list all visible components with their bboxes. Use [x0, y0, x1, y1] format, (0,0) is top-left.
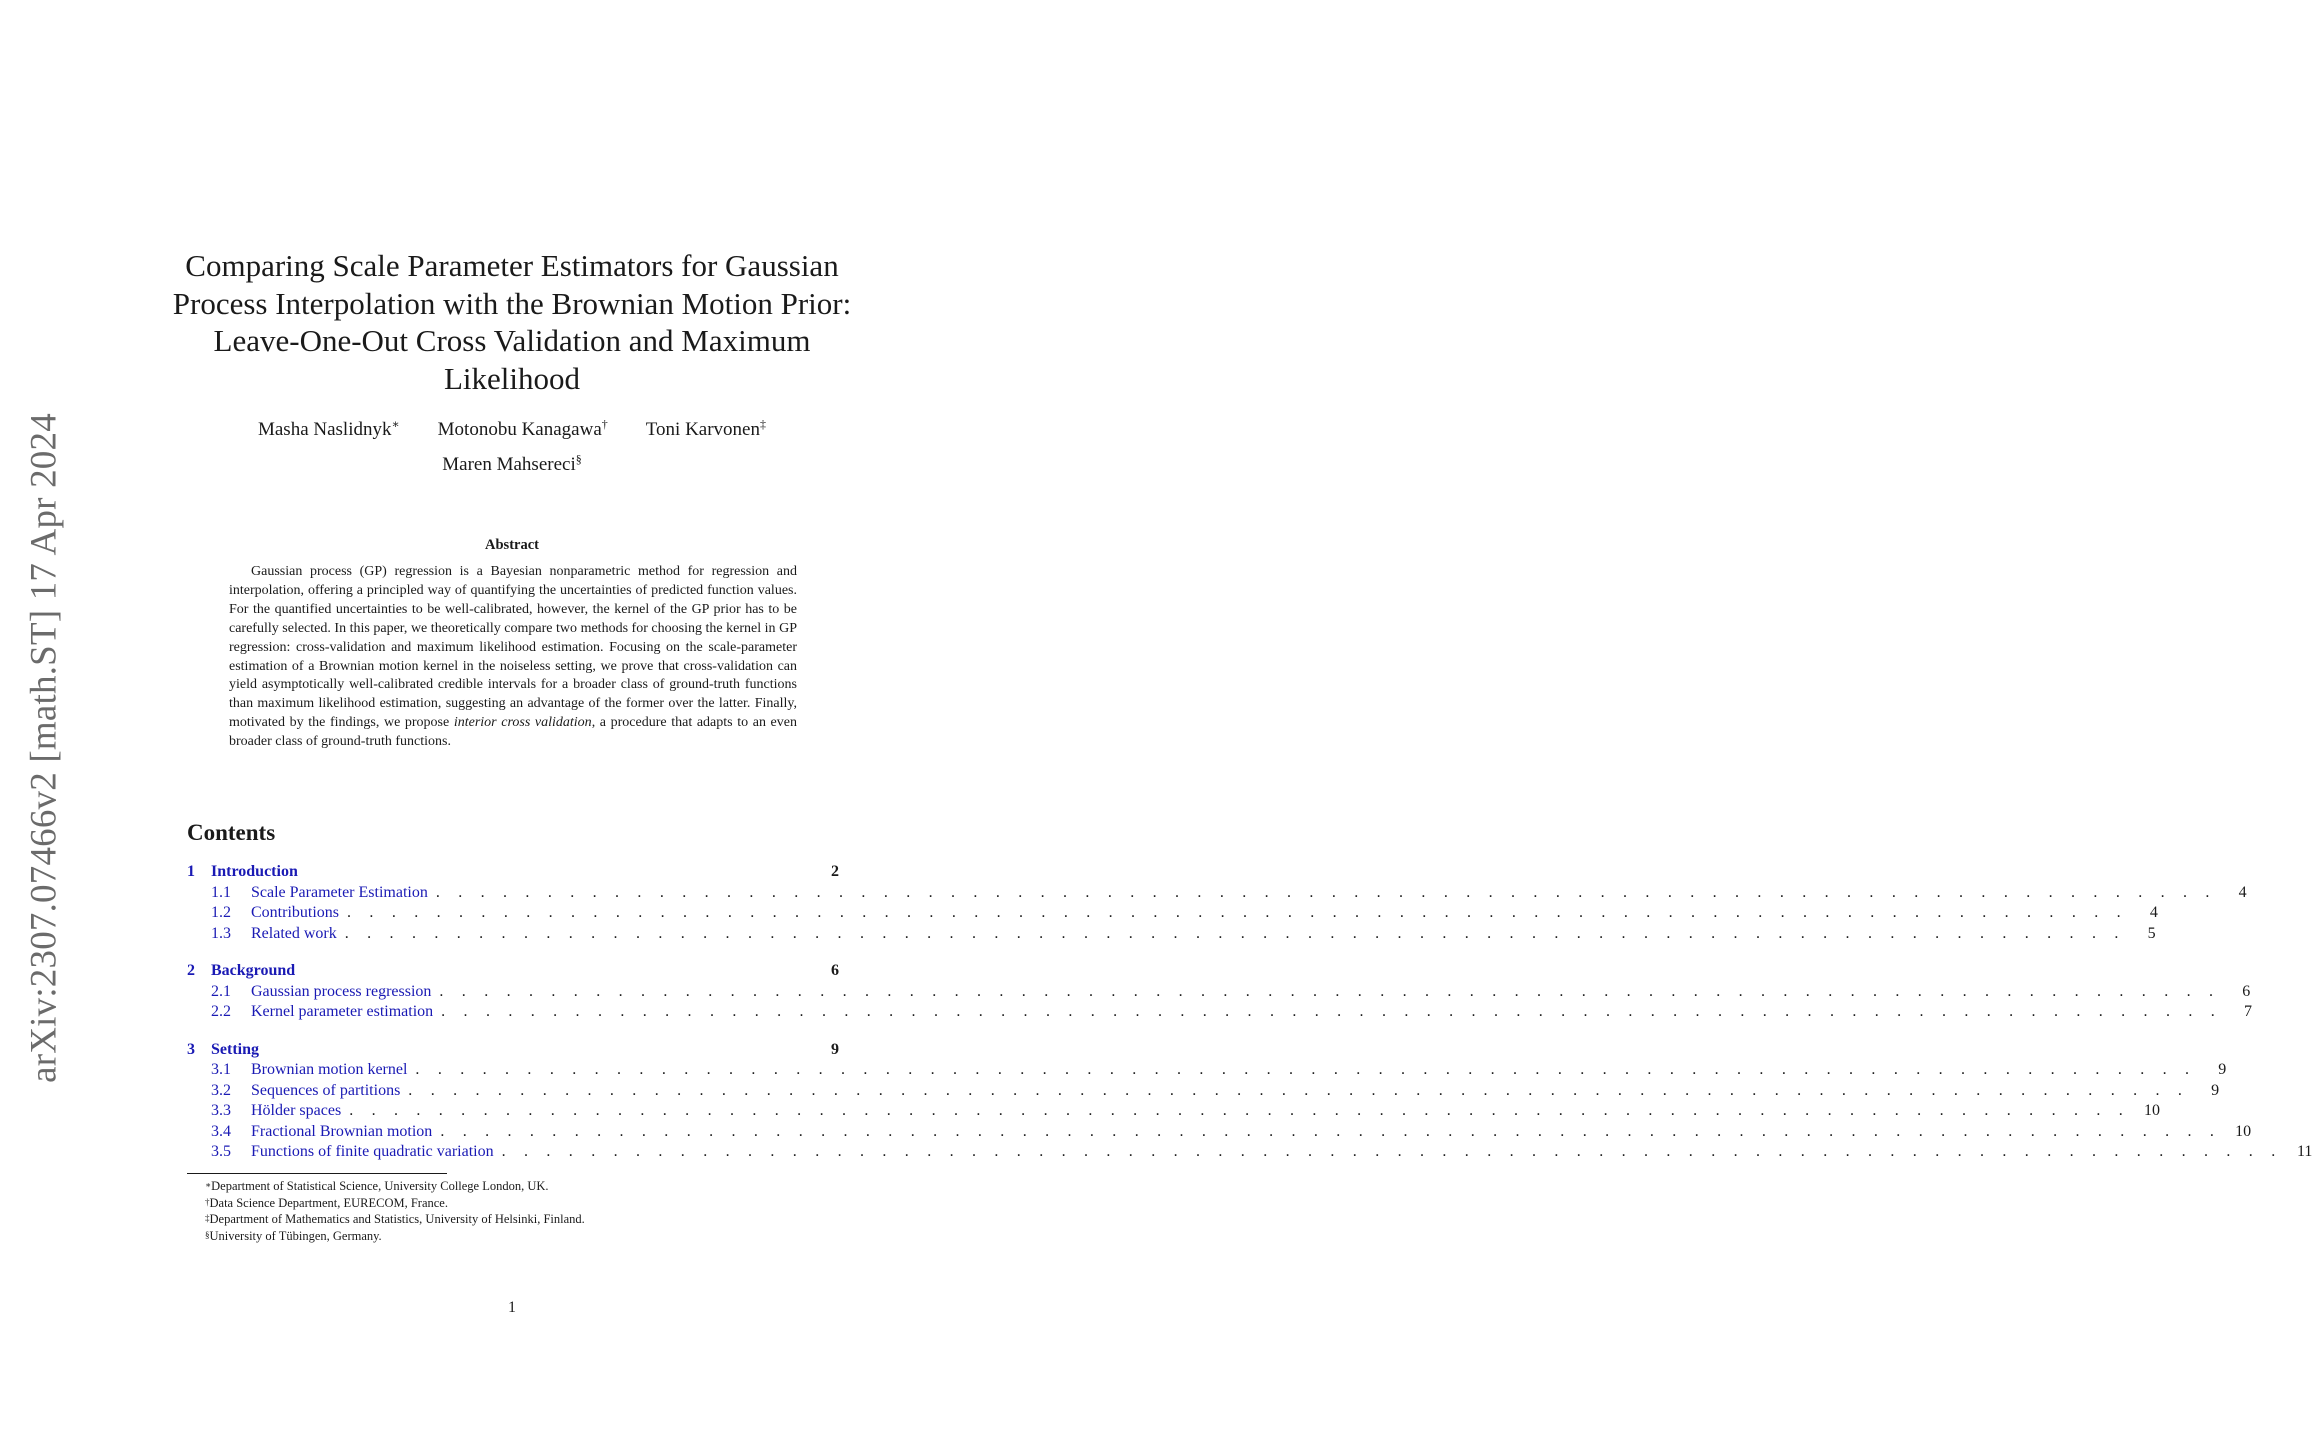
author-footnote-mark: ‡ [760, 417, 766, 431]
toc-section-3[interactable] [187, 1040, 839, 1061]
toc-page-number: 4 [2149, 904, 2158, 921]
toc-page-number: 10 [2144, 1102, 2160, 1119]
toc-subsection-number[interactable]: 3.2 [211, 1081, 231, 1099]
footnotes [205, 1178, 585, 1244]
footnote [205, 1195, 585, 1212]
toc-subsection-link[interactable]: Functions of finite quadratic variation [251, 1143, 494, 1160]
paper-title [150, 247, 874, 397]
author-footnote-mark: ∗ [391, 417, 400, 431]
toc-dot-leader: . . . . . . . . . . . . . . . . . . . . . . . . . . . . . . . . . . . . . . . . . . . . . . . . . . . . . . . . . . . . . . . . . . . . . . . . . . . . . . . . [435, 883, 2217, 901]
footnote-mark: ∗ [205, 1180, 212, 1190]
toc-subsection-link[interactable]: Contributions [251, 904, 340, 921]
title-line: Likelihood [443, 360, 581, 396]
author-list-second-row [150, 454, 874, 476]
toc-subsection-1.1[interactable] [187, 883, 2247, 904]
footnote-mark: † [205, 1196, 210, 1207]
toc-subsection-link[interactable]: Scale Parameter Estimation [251, 883, 428, 901]
abstract-text-part: Gaussian process (GP) regression is a Bayesian nonparametric method for regression and interpolation, offering a principled way of quantifying the uncertainties of predicted function values. For the quantified uncertainties to be well-calibrated, however, the kernel of the GP prior has to be carefully selected. In this paper, we theoretically compare two methods for choosing the kernel in GP regression: cross-validation and maximum likelihood estimation. Focusing on the scale-parameter estimation of a Brownian motion kernel in the noiseless setting, we prove that cross-validation can yield asymptotically well-calibrated credible intervals for a broader class of ground-truth functions than maximum likelihood estimation, suggesting an advantage of the former over the latter. Finally, motivated by the findings, we propose [229, 564, 797, 731]
toc-subsection-number[interactable]: 3.5 [211, 1143, 231, 1160]
toc-subsection-3.4[interactable] [187, 1122, 2252, 1143]
toc-subsection-3.2[interactable] [187, 1081, 2220, 1102]
abstract-emphasis: interior cross validation [453, 715, 592, 731]
author-name: Masha Naslidnyk [257, 419, 392, 440]
toc-dot-leader: . . . . . . . . . . . . . . . . . . . . . . . . . . . . . . . . . . . . . . . . . . . . . . . . . . . . . . . . . . . . . . . . . . . . . . . . . . . . . . . . [408, 1081, 2190, 1099]
author [442, 454, 581, 475]
title-line: Leave-One-Out Cross Validation and Maximum [213, 323, 811, 358]
author-footnote-mark: § [575, 452, 582, 466]
toc-subsection-number[interactable]: 2.1 [211, 982, 231, 1000]
author [646, 419, 766, 441]
toc-dot-leader: . . . . . . . . . . . . . . . . . . . . . . . . . . . . . . . . . . . . . . . . . . . . . . . . . . . . . . . . . . . . . . . . . . . . . . . . . . . . . . . . [415, 1061, 2197, 1078]
toc-subsection-link[interactable]: Related work [251, 924, 337, 942]
toc-subsection-2.2[interactable] [187, 1002, 2252, 1023]
footnote [205, 1228, 585, 1245]
toc-section-number[interactable]: 2 [187, 962, 195, 979]
author-list [150, 419, 874, 441]
toc-dot-leader: . . . . . . . . . . . . . . . . . . . . . . . . . . . . . . . . . . . . . . . . . . . . . . . . . . . . . . . . . . . . . . . . . . . . . . . . . . . . . . . . [441, 1003, 2222, 1020]
toc-subsection-number[interactable]: 3.1 [211, 1061, 231, 1078]
toc-dot-leader: . . . . . . . . . . . . . . . . . . . . . . . . . . . . . . . . . . . . . . . . . . . . . . . . . . . . . . . . . . . . . . . . . . . . . . . . . . . . . . . . [440, 1122, 2222, 1140]
toc-dot-leader: . . . . . . . . . . . . . . . . . . . . . . . . . . . . . . . . . . . . . . . . . . . . . . . . . . . . . . . . . . . . . . . . . . . . . . . . . . . . . . . . [349, 1102, 2130, 1119]
footnote-text: University of Tübingen, Germany. [209, 1228, 382, 1243]
toc-dot-leader: . . . . . . . . . . . . . . . . . . . . . . . . . . . . . . . . . . . . . . . . . . . . . . . . . . . . . . . . . . . . . . . . . . . . . . . . . . . . . . . . [344, 924, 2126, 942]
toc-subsection-link[interactable]: Hölder spaces [251, 1102, 342, 1119]
toc-section-link[interactable]: Setting [211, 1040, 259, 1058]
title-line: Comparing Scale Parameter Estimators for Gaussian [185, 248, 839, 283]
abstract-text-part: , a procedure that adapts to an even broader class of ground-truth functions. [229, 715, 797, 750]
toc-page-number: 6 [2242, 982, 2251, 1000]
abstract-text [229, 563, 797, 752]
toc-page-number: 9 [831, 1040, 839, 1058]
footnote-text: Department of Mathematics and Statistics, University of Helsinki, Finland. [209, 1212, 585, 1227]
toc-subsection-link[interactable]: Fractional Brownian motion [251, 1122, 433, 1140]
toc-section-2[interactable] [187, 961, 839, 982]
toc-section-number[interactable]: 1 [187, 863, 195, 880]
footnote [205, 1178, 585, 1195]
toc-dot-leader: . . . . . . . . . . . . . . . . . . . . . . . . . . . . . . . . . . . . . . . . . . . . . . . . . . . . . . . . . . . . . . . . . . . . . . . . . . . . . . . . [501, 1143, 2283, 1160]
toc-subsection-link[interactable]: Sequences of partitions [251, 1081, 401, 1099]
toc-page-number: 9 [2218, 1061, 2227, 1078]
toc-section-link[interactable]: Background [211, 962, 296, 979]
table-of-contents [187, 862, 2312, 1163]
toc-subsection-2.1[interactable] [187, 982, 2251, 1003]
toc-page-number: 10 [2235, 1122, 2252, 1140]
toc-page-number: 11 [2297, 1143, 2312, 1160]
toc-subsection-link[interactable]: Kernel parameter estimation [251, 1003, 434, 1020]
contents-heading: Contents [187, 820, 276, 845]
footnote-divider [187, 1173, 447, 1174]
toc-section-1[interactable] [187, 862, 839, 883]
toc-subsection-link[interactable]: Gaussian process regression [251, 982, 432, 1000]
toc-subsection-1.2[interactable] [187, 903, 2158, 924]
toc-subsection-number[interactable]: 1.2 [211, 904, 231, 921]
toc-page-number: 2 [831, 863, 839, 880]
page-number: 1 [508, 1299, 516, 1316]
toc-subsection-1.3[interactable] [187, 924, 2156, 945]
toc-subsection-number[interactable]: 3.4 [211, 1122, 231, 1140]
footnote-text: Data Science Department, EURECOM, France. [209, 1195, 448, 1210]
toc-section-number[interactable]: 3 [187, 1040, 195, 1058]
abstract-heading: Abstract [485, 537, 539, 553]
toc-page-number: 9 [2211, 1081, 2220, 1099]
toc-page-number: 5 [2147, 924, 2156, 942]
toc-subsection-link[interactable]: Brownian motion kernel [251, 1061, 408, 1078]
toc-dot-leader: . . . . . . . . . . . . . . . . . . . . . . . . . . . . . . . . . . . . . . . . . . . . . . . . . . . . . . . . . . . . . . . . . . . . . . . . . . . . . . . . [347, 904, 2128, 921]
toc-subsection-number[interactable]: 3.3 [211, 1102, 231, 1119]
toc-page-number: 4 [2238, 883, 2247, 901]
toc-subsection-3.3[interactable] [187, 1101, 2160, 1122]
toc-subsection-number[interactable]: 1.3 [211, 924, 231, 942]
toc-section-link[interactable]: Introduction [211, 863, 298, 880]
footnote-mark: ‡ [205, 1213, 210, 1224]
arxiv-identifier-stamp: arXiv:2307.07466v2 [math.ST] 17 Apr 2024 [23, 413, 65, 1083]
footnote [205, 1211, 585, 1228]
author [258, 419, 400, 441]
toc-subsection-number[interactable]: 1.1 [211, 883, 231, 901]
title-line: Process Interpolation with the Brownian Motion Prior: [172, 285, 852, 321]
author-name: Toni Karvonen [645, 419, 760, 440]
toc-dot-leader: . . . . . . . . . . . . . . . . . . . . . . . . . . . . . . . . . . . . . . . . . . . . . . . . . . . . . . . . . . . . . . . . . . . . . . . . . . . . . . . . [439, 982, 2221, 1000]
author-name: Motonobu Kanagawa [437, 419, 602, 440]
author [438, 419, 608, 441]
toc-subsection-number[interactable]: 2.2 [211, 1003, 231, 1020]
author-name: Maren Mahsereci [442, 454, 576, 475]
footnote-text: Department of Statistical Science, University College London, UK. [211, 1179, 549, 1193]
footnote-mark: § [205, 1229, 210, 1240]
toc-subsection-3.1[interactable] [187, 1060, 2227, 1081]
author-footnote-mark: † [601, 417, 608, 431]
toc-page-number: 7 [2243, 1003, 2252, 1020]
toc-subsection-3.5[interactable] [187, 1142, 2312, 1163]
toc-page-number: 6 [831, 962, 839, 979]
